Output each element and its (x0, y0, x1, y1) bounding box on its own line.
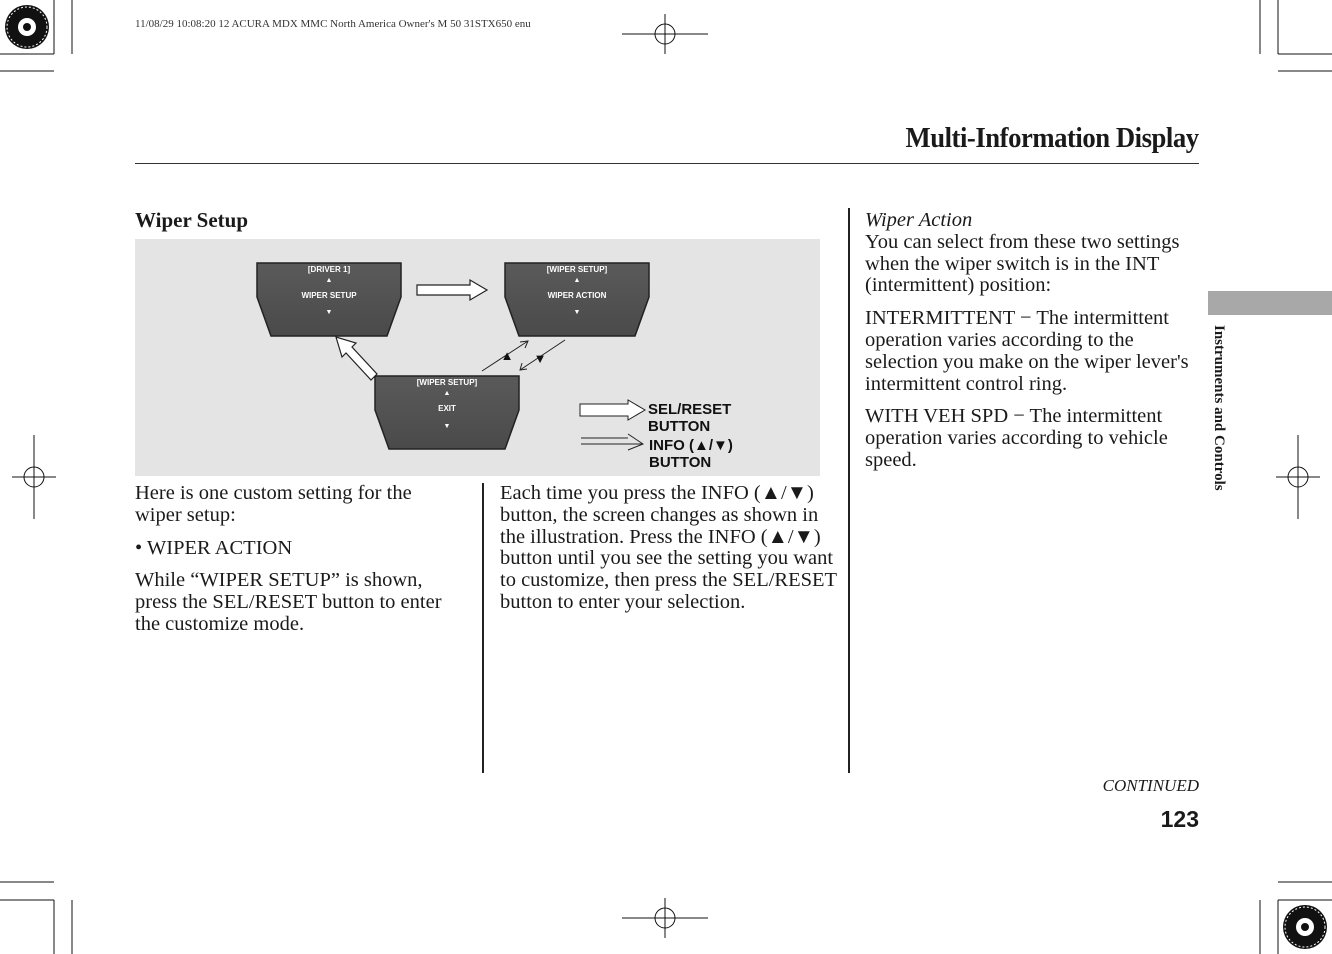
screen2-up-arrow: ▲ (573, 277, 581, 284)
bullet-wiper-action: • WIPER ACTION (135, 536, 293, 559)
info-nav-arrows (482, 340, 565, 371)
screen-exit (375, 376, 519, 449)
screen2-down-arrow: ▼ (573, 309, 581, 316)
page-title: Multi-Information Display (905, 122, 1199, 154)
instruction-paragraph: While “WIPER SETUP” is shown, press the SEL/RESET button to enter the customize mode. (135, 569, 442, 635)
flow-arrow-right (417, 280, 487, 300)
wiper-action-subheading: Wiper Action (865, 209, 973, 231)
column-2 (500, 483, 840, 625)
info-label-line1: INFO (▲/▼) (649, 437, 733, 454)
screen1-down-arrow: ▼ (325, 309, 333, 316)
info-label-line2: BUTTON (649, 454, 712, 471)
column-3 (865, 210, 1200, 483)
nav-up-arrow: ▲ (500, 348, 514, 363)
screen3-item-label: EXIT (438, 404, 456, 413)
info-button-paragraph: Each time you press the INFO (▲/▼) button, the screen changes as shown in the illustration. Press the INFO (▲/▼) button until you see the setting you want to customize, then press the SEL/RESET button to enter your selection. (500, 482, 837, 613)
flow-arrow-up-left (336, 337, 377, 380)
screen2-top-label: [WIPER SETUP] (546, 265, 608, 274)
option-with-veh-spd: WITH VEH SPD − The intermittent operation varies according to vehicle speed. (865, 405, 1168, 471)
screen2-item-label: WIPER ACTION (547, 291, 607, 300)
screen-wiper-action (505, 263, 649, 336)
option-intermittent: INTERMITTENT − The intermittent operation varies according to the selection you make on the wiper lever's intermittent control ring. (865, 307, 1189, 395)
screen1-top-label: [DRIVER 1] (307, 265, 351, 274)
screen-driver1-wiper-setup (257, 263, 401, 336)
screen1-up-arrow: ▲ (325, 277, 333, 284)
section-heading: Wiper Setup (135, 208, 248, 232)
wiper-action-intro: You can select from these two settings when the wiper switch is in the INT (intermittent) position: (865, 230, 1180, 297)
print-metadata: 11/08/29 10:08:20 12 ACURA MDX MMC North America Owner's M 50 31STX650 enu (135, 18, 531, 30)
screen3-down-arrow: ▼ (443, 423, 451, 430)
title-rule (135, 163, 1199, 164)
info-callout-arrow (581, 434, 643, 450)
column-1 (135, 483, 455, 647)
screen1-item-label: WIPER SETUP (301, 291, 357, 300)
screen-flow-diagram (135, 239, 820, 476)
column-divider-1 (482, 483, 484, 773)
section-tab-label (1210, 325, 1236, 535)
screen3-up-arrow: ▲ (443, 390, 451, 397)
column-divider-2 (848, 208, 850, 773)
intro-paragraph: Here is one custom setting for the wiper setup: (135, 482, 412, 526)
sel-reset-label-line1: SEL/RESET (648, 401, 732, 418)
sel-reset-label-line2: BUTTON (648, 418, 711, 435)
continued-label: CONTINUED (1102, 776, 1199, 795)
wiper-setup-illustration (135, 239, 820, 476)
nav-down-arrow: ▼ (533, 351, 547, 366)
page-number: 123 (1160, 806, 1199, 832)
sel-reset-callout-arrow (580, 400, 645, 420)
screen3-top-label: [WIPER SETUP] (416, 378, 478, 387)
section-tab-text: Instruments and Controls (1211, 325, 1227, 491)
section-tab (1208, 291, 1332, 315)
